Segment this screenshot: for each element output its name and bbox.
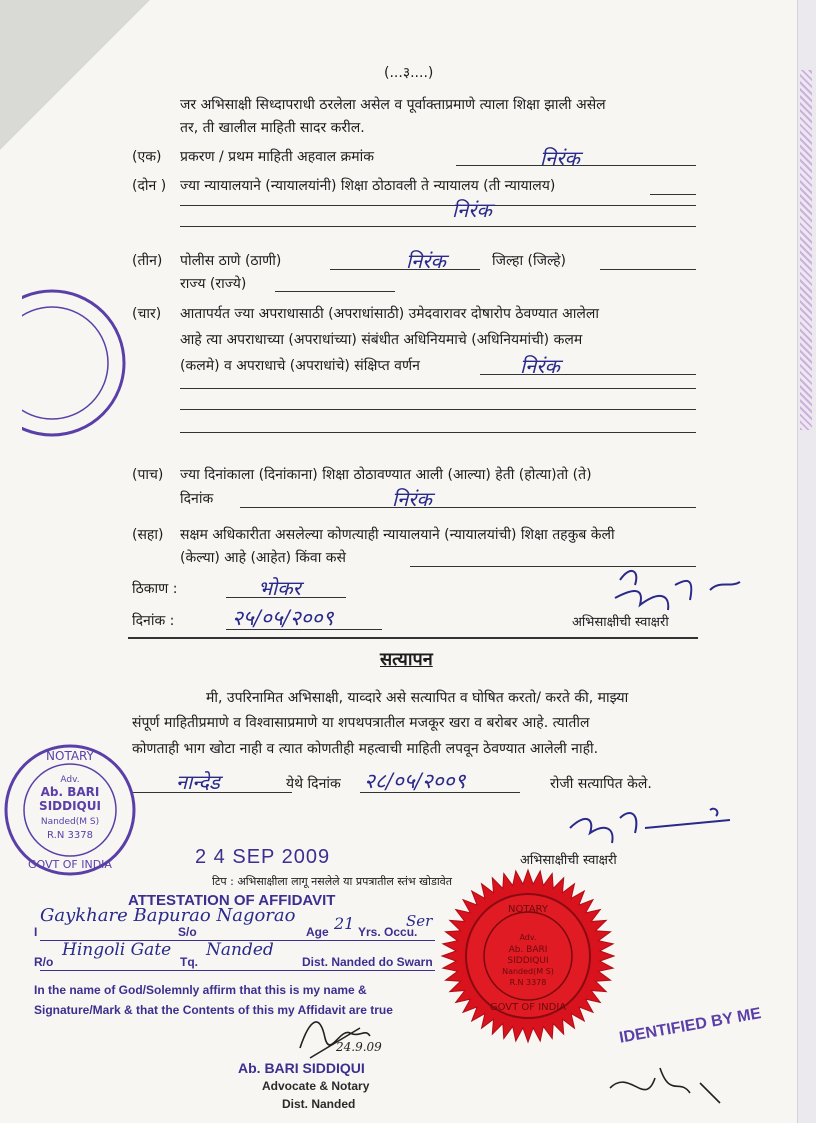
item-teen-rajya: राज्य (राज्ये): [180, 276, 247, 292]
attestation-tq: Tq.: [180, 955, 198, 969]
attestation-line3: In the name of God/Solemnly affirm that this is my name &: [34, 983, 367, 997]
attestation-ro: R/o: [34, 955, 54, 969]
intro-line1: जर अभिसाक्षी सिध्दापराधी ठरलेला असेल व पूर्वाक्ताप्रमाणे त्याला शिक्षा झाली असेल: [180, 97, 606, 113]
seal-adv: Adv.: [519, 933, 537, 942]
attestation-yrs: Yrs. Occu.: [358, 925, 418, 939]
attestation-title: ATTESTATION OF AFFIDAVIT: [128, 892, 336, 909]
identified-stamp: IDENTIFIED BY ME: [618, 1005, 763, 1047]
item-char-number: (चार): [132, 306, 162, 322]
attestation-dist: Dist. Nanded do Swarn: [302, 955, 433, 969]
notary-stamp-name2: SIDDIQUI: [39, 799, 101, 813]
item-ek-text: प्रकरण / प्रथम माहिती अहवाल क्रमांक: [180, 149, 375, 165]
verification-yethe: येथे दिनांक: [286, 776, 341, 792]
item-pach-line2: दिनांक: [180, 491, 214, 507]
next-page-edge: [797, 0, 816, 1123]
advocate-role: Advocate & Notary: [262, 1079, 370, 1093]
date-value: २५/०५/२००९: [232, 606, 334, 630]
item-saha-line1: सक्षम अधिकारीता असलेल्या कोणत्याही न्यायालयाने (न्यायालयांची) शिक्षा तहकुब केली: [180, 527, 615, 543]
attestation-occu-value: Ser: [406, 912, 433, 930]
seal-top: NOTARY: [508, 904, 548, 915]
attestation-age: Age: [306, 925, 329, 939]
deponent-signature-label: अभिसाक्षीची स्वाक्षरी: [572, 615, 669, 630]
advocate-name: Ab. BARI SIDDIQUI: [238, 1060, 365, 1076]
item-teen-value: निरंक: [406, 249, 446, 273]
notary-stamp-reg: R.N 3378: [47, 830, 93, 841]
item-char-line3: (कलमे) व अपराधाचे (अपराधांचे) संक्षिप्त वर्णन: [180, 358, 420, 374]
verification-roji: रोजी सत्यापित केले.: [550, 776, 652, 792]
notary-stamp-bottom: GOVT OF INDIA: [28, 858, 112, 871]
identifier-signature: [600, 1058, 740, 1118]
folded-corner: [0, 0, 150, 150]
item-char-line2: आहे त्या अपराधाच्या (अपराधांच्या) संबंधीत अधिनियमाचे (अधिनियमांची) कलम: [180, 332, 583, 348]
item-char-value: निरंक: [520, 354, 560, 378]
notary-signature: [290, 1008, 420, 1063]
deponent-signature-label-2: अभिसाक्षीची स्वाक्षरी: [520, 853, 617, 868]
verification-line2: संपूर्ण माहितीप्रमाणे व विश्वासाप्रमाणे या शपथपत्रातील मजकूर खरा व बरोबर आहे. त्यातील: [132, 715, 590, 731]
page-label: (...३....): [384, 65, 434, 81]
item-pach-line1: ज्या दिनांकाला (दिनांकाना) शिक्षा ठोठावण्यात आली (आल्या) हेती (होत्या)तो (ते): [180, 467, 592, 483]
item-pach-number: (पाच): [132, 467, 164, 483]
attestation-i: I: [34, 925, 38, 939]
place-value: भोकर: [258, 576, 301, 600]
notary-stamp-partial: [22, 283, 132, 443]
attestation-so: S/o: [178, 925, 197, 939]
item-char-line1: आतापर्यत ज्या अपराधासाठी (अपराधांसाठी) उमेदवारावर दोषारोप ठेवण्यात आलेला: [180, 306, 600, 322]
seal-place: Nanded(M S): [502, 967, 554, 976]
intro-line2: तर, ती खालील माहिती सादर करील.: [180, 120, 365, 136]
notary-stamp: [2, 742, 138, 878]
notary-date-stamp: 2 4 SEP 2009: [195, 846, 331, 868]
date-label: दिनांक :: [132, 613, 175, 629]
deponent-signature-1: [600, 560, 750, 620]
seal-name1: Ab. BARI: [508, 945, 548, 955]
verification-date-value: २८/०५/२००९: [364, 769, 466, 793]
item-don-text: ज्या न्यायालयाने (न्यायालयांनी) शिक्षा ठोठावली ते न्यायालय (ती न्यायालय): [180, 178, 556, 194]
verification-place-value: नान्देड: [176, 770, 220, 794]
verification-title: सत्यापन: [380, 649, 433, 670]
attestation-address-value: Hingoli Gate: [62, 940, 172, 960]
attestation-name-value: Gaykhare Bapurao Nagorao: [40, 905, 296, 926]
seal-name2: SIDDIQUI: [507, 956, 549, 966]
item-ek-number: (एक): [132, 149, 162, 165]
verification-line3: कोणताही भाग खोटा नाही व त्यात कोणतीही महत्वाची माहिती लपवून ठेवण्यात आलेली नाही.: [132, 741, 599, 757]
item-saha-number: (सहा): [132, 527, 164, 543]
item-don-number: (दोन ): [132, 178, 167, 194]
item-teen-number: (तीन): [132, 253, 163, 269]
notary-stamp-place: Nanded(M S): [40, 817, 100, 827]
attestation-line4: Signature/Mark & that the Contents of this my Affidavit are true: [34, 1003, 393, 1017]
item-saha-line2: (केल्या) आहे (आहेत) किंवा कसे: [180, 550, 347, 566]
notary-stamp-top: NOTARY: [46, 749, 94, 763]
verification-line1: मी, उपरिनामित अभिसाक्षी, याव्दारे असे सत्यापित व घोषित करतो/ करते की, माझ्या: [206, 690, 629, 706]
seal-bottom: GOVT OF INDIA: [489, 1002, 567, 1013]
item-ek-value: निरंक: [540, 146, 580, 170]
notary-stamp-adv: Adv.: [60, 775, 80, 785]
place-label: ठिकाण :: [132, 581, 178, 597]
item-don-value: निरंक: [452, 198, 492, 222]
item-pach-value: निरंक: [392, 487, 432, 511]
notary-stamp-name1: Ab. BARI: [40, 785, 100, 799]
note-text: टिप : अभिसाक्षीला लागू नसलेले या प्रपत्रातील स्तंभ खोडावेत: [212, 875, 453, 888]
attestation-tq-value: Nanded: [206, 940, 274, 960]
item-teen-text: पोलीस ठाणे (ठाणी): [180, 253, 282, 269]
attestation-age-value: 21: [334, 914, 355, 933]
deponent-signature-2: [560, 798, 740, 853]
item-teen-jilha: जिल्हा (जिल्हे): [492, 253, 566, 269]
seal-reg: R.N 3378: [509, 978, 547, 987]
notary-signature-date: 24.9.09: [336, 1040, 382, 1054]
red-notary-seal: [440, 868, 616, 1044]
advocate-dist: Dist. Nanded: [282, 1097, 356, 1111]
